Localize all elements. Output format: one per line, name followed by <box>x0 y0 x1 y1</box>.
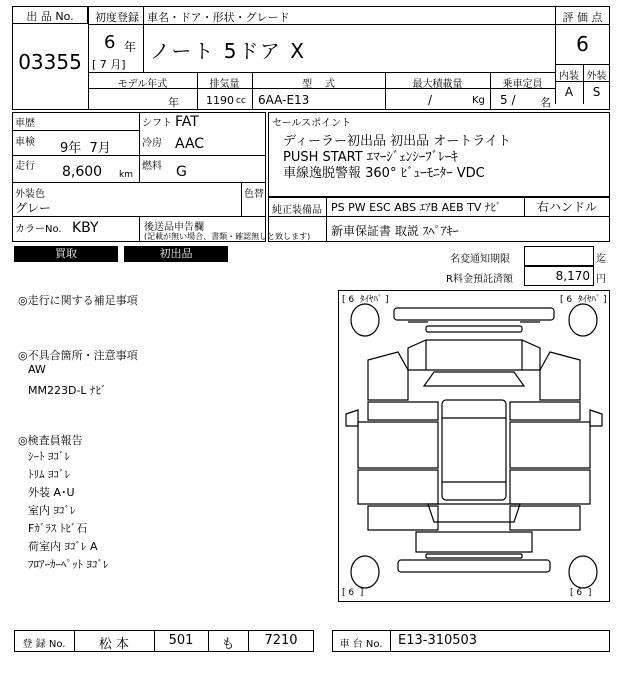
post-purchase-note: (記載が無い場合、書類・確認無しと致します) <box>144 232 311 241</box>
warranty-value: 新車保証書 取説 ｽﾍﾟｱｷｰ <box>331 224 459 238</box>
divider <box>12 182 266 183</box>
supplement-title: ◎走行に関する補足事項 <box>18 294 138 307</box>
color-no-label: カラーNo. <box>15 224 62 235</box>
name-change-box <box>524 246 594 266</box>
equipment-label: 純正装備品 <box>272 205 322 216</box>
history-label: 車歴 <box>15 118 35 129</box>
inspector-line-1: ｼｰﾄ ﾖｺﾞﾚ <box>28 450 70 463</box>
divider <box>143 6 144 72</box>
first-reg-year-unit: 年 <box>124 40 137 54</box>
type-value: 6AA-E13 <box>258 93 310 107</box>
tire-front-left <box>351 304 379 336</box>
exterior-color-label: 外装色 <box>15 189 45 200</box>
exterior-label: 外装 <box>586 71 607 82</box>
recycle-label: R料金預託済額 <box>446 274 513 285</box>
tire-rear-left <box>351 556 379 588</box>
sales-point-line-3: 車線逸脱警報 360° ﾋﾞｭｰﾓﾆﾀｰ VDC <box>283 166 485 181</box>
recycle-value: 8,170 <box>555 269 590 283</box>
tire-front-right <box>569 304 597 336</box>
inspector-line-2: ﾄﾘﾑ ﾖｺﾞﾚ <box>28 468 70 481</box>
car-name: ノート 5ドア X <box>150 39 306 63</box>
capacity-value: 5 / <box>500 93 516 107</box>
first-listing-badge: 初出品 <box>124 246 228 262</box>
steering-value: 右ハンドル <box>537 200 598 214</box>
chassis-value: E13-310503 <box>398 633 478 648</box>
interior-label: 内装 <box>559 71 579 82</box>
recycle-unit: 円 <box>596 274 606 285</box>
score-value: 6 <box>576 32 589 56</box>
exterior-color-value: グレー <box>15 201 52 215</box>
first-reg-label: 初度登録 <box>95 11 139 24</box>
divider <box>12 155 266 156</box>
tire-label-front-left: [ 6 ﾀｲﾔﾊﾞ ] <box>342 295 389 305</box>
inspector-line-6: 荷室内 ﾖｺﾞﾚ A <box>28 540 98 553</box>
divider <box>88 72 555 73</box>
sales-point-line-1: ディーラー初出品 初出品 オートライト <box>283 134 511 149</box>
car-diagram <box>338 290 610 602</box>
first-reg-year: 6 <box>104 32 116 53</box>
inspector-line-7: ﾌﾛｱｰｶｰﾍﾟｯﾄ ﾖｺﾞﾚ <box>28 558 109 571</box>
model-year-unit: 年 <box>168 96 179 109</box>
name-change-label: 名変通知期限 <box>450 254 510 265</box>
fuel-value: G <box>176 164 187 180</box>
color-no-value: KBY <box>72 220 99 236</box>
shift-label: シフト <box>142 118 172 129</box>
tire-label-rear-left: [ 6 ] <box>342 588 364 598</box>
ac-value: AAC <box>175 136 205 152</box>
divider <box>390 630 391 652</box>
mileage-label: 走行 <box>15 161 35 172</box>
registration-label: 登 録 No. <box>22 639 66 650</box>
sales-points-label: セールスポイント <box>272 118 352 129</box>
sales-point-line-2: PUSH START ｴﾏｰｼﾞｪﾝｼｰﾌﾞﾚｰｷ <box>283 150 458 165</box>
inspector-line-4: 室内 ﾖｺﾞﾚ <box>28 504 76 517</box>
divider <box>326 196 327 216</box>
divider <box>139 216 140 242</box>
exterior-grade: S <box>592 85 601 99</box>
max-load-value: / <box>428 93 433 107</box>
max-load-unit: Kg <box>472 95 485 106</box>
registration-region: 松 本 <box>98 637 130 652</box>
mileage-value: 8,600 <box>62 164 103 180</box>
registration-class: 501 <box>168 633 194 648</box>
mileage-unit: km <box>119 170 133 180</box>
capacity-unit: 名 <box>540 96 551 109</box>
inspection-value: 9年 7月 <box>60 141 111 156</box>
defect-line-2: MM223D-L ﾅﾋﾞ <box>28 384 107 397</box>
ac-label: 冷房 <box>142 138 162 149</box>
shift-value: FAT <box>175 114 199 130</box>
displacement-label: 排気量 <box>209 79 240 90</box>
buy-badge: 買取 <box>14 246 118 262</box>
interior-grade: A <box>564 85 574 99</box>
model-year-label: モデル年式 <box>117 79 168 90</box>
tire-label-front-right: [ 6 ﾀｲﾔﾊﾞ ] <box>560 295 607 305</box>
divider <box>12 130 139 131</box>
max-load-label: 最大積載量 <box>412 79 463 90</box>
divider <box>139 112 140 182</box>
fuel-label: 燃料 <box>142 161 162 172</box>
displacement-value: 1190 <box>206 94 234 107</box>
divider <box>524 196 525 216</box>
inspector-title: ◎検査員報告 <box>18 434 83 447</box>
divider <box>326 216 327 242</box>
post-purchase-label: 後送品申告欄 <box>144 222 204 233</box>
type-label: 型 式 <box>302 79 335 90</box>
defect-line-1: AW <box>28 363 46 376</box>
lot-number: 03355 <box>18 50 82 74</box>
registration-kana: も <box>221 637 235 652</box>
tire-rear-right <box>569 556 597 588</box>
first-reg-month: [ 7 月] <box>92 58 126 71</box>
inspector-line-3: 外装 A･U <box>28 486 75 499</box>
color-change-label: 色替 <box>244 189 264 200</box>
equipment-value: PS PW ESC ABS ｴｱB AEB TV ﾅﾋﾞ <box>331 201 502 214</box>
displacement-unit: cc <box>236 96 246 106</box>
tire-label-rear-right: [ 6 ] <box>570 588 592 598</box>
divider <box>88 6 89 110</box>
chassis-label: 車 台 No. <box>339 639 383 650</box>
car-name-label: 車名・ドア・形状・グレード <box>147 11 290 24</box>
name-change-unit: 迄 <box>596 254 606 265</box>
registration-number: 7210 <box>264 633 298 648</box>
capacity-label: 乗車定員 <box>502 79 543 90</box>
inspection-label: 車検 <box>15 137 35 148</box>
divider <box>268 216 610 217</box>
score-label: 評 価 点 <box>562 11 603 24</box>
inspector-line-5: Fｶﾞﾗｽ ﾄﾋﾞ石 <box>28 522 88 535</box>
divider <box>241 182 242 216</box>
lot-label: 出 品 No. <box>26 10 74 23</box>
defects-title: ◎不具合箇所・注意事項 <box>18 349 138 362</box>
